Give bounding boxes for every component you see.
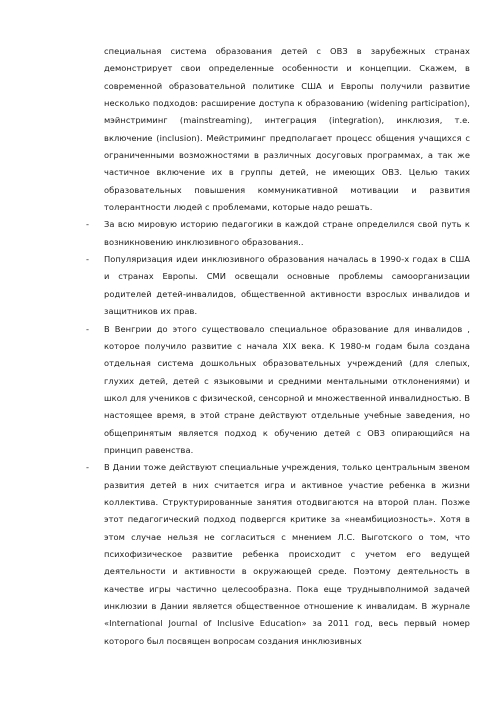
list-bullet: - (86, 219, 90, 230)
list-item (86, 321, 470, 460)
list-item-text: За всю мировую историю педагогики в каждой стране определился свой путь к возникновению инклюзивного образования.. (104, 219, 470, 247)
list-item (86, 251, 470, 320)
list-item-text: Популяризация идеи инклюзивного образования началась в 1990-х годах в США и странах Европы. СМИ освещали основные проблемы самоорганизации родителей детей-инвалидов, общественной активности взрослых инвалидов и защитников их прав. (104, 254, 470, 317)
list-bullet: - (86, 323, 90, 334)
list-item (86, 459, 470, 650)
list-bullet: - (86, 254, 90, 265)
document-body (86, 43, 470, 650)
list-item-text: В Дании тоже действуют специальные учреждения, только центральным звеном развития детей в них считается игра и активное участие ребенка в жизни коллектива. Структурированные занятия отодвигаются на второй план. Позже этот педагогический подход подвергся критике за «неамбициозность». Хотя в этом случае нельзя не согласиться с мнением Л.С. Выготского о том, что психофизическое развитие ребенка происходит с учетом его ведущей деятельности и активности в окружающей среде. Поэтому деятельность в качестве игры частично целесообразна. Пока еще труднывполнимой задачей инклюзии в Дании является общественное отношение к инвалидам. В журнале «International Journal of Inclusive Education» за 2011 год, весь первый номер которого был посвящен вопросам создания инклюзивных (104, 462, 470, 646)
intro-paragraph: специальная система образования детей с ОВЗ в зарубежных странах демонстрирует свои определенные особенности и концепции. Скажем, в современной образовательной политике США и Европы получили развитие несколько подходов: расширение доступа к образованию (widening participation), мэйнстриминг (mainstreaming), интеграция (integration), инклюзия, т.е. включение (inclusion). Мейстриминг предполагает процесс общения учащихся с ограниченными возможностями в различных досуговых программах, а так же частичное включение их в группы детей, не имеющих ОВЗ. Целью таких образовательных повышения коммуникативной мотивации и развития толерантности людей с проблемами, которые надо решать. (104, 46, 470, 213)
list-item (86, 216, 470, 251)
list-bullet: - (86, 462, 90, 473)
list-item-text: В Венгрии до этого существовало специальное образование для инвалидов , которое получило развитие с начала XIX века. К 1980-м годам была создана отдельная система дошкольных образовательных учреждений (для слепых, глухих детей, детей с языковыми и средними ментальными отклонениями) и школ для учеников с физической, сенсорной и множественной инвалидностью. В настоящее время, в этой стране действуют отдельные учебные заведения, но общепринятым является подход к обучению детей с ОВЗ опирающийся на принцип равенства. (104, 323, 470, 455)
